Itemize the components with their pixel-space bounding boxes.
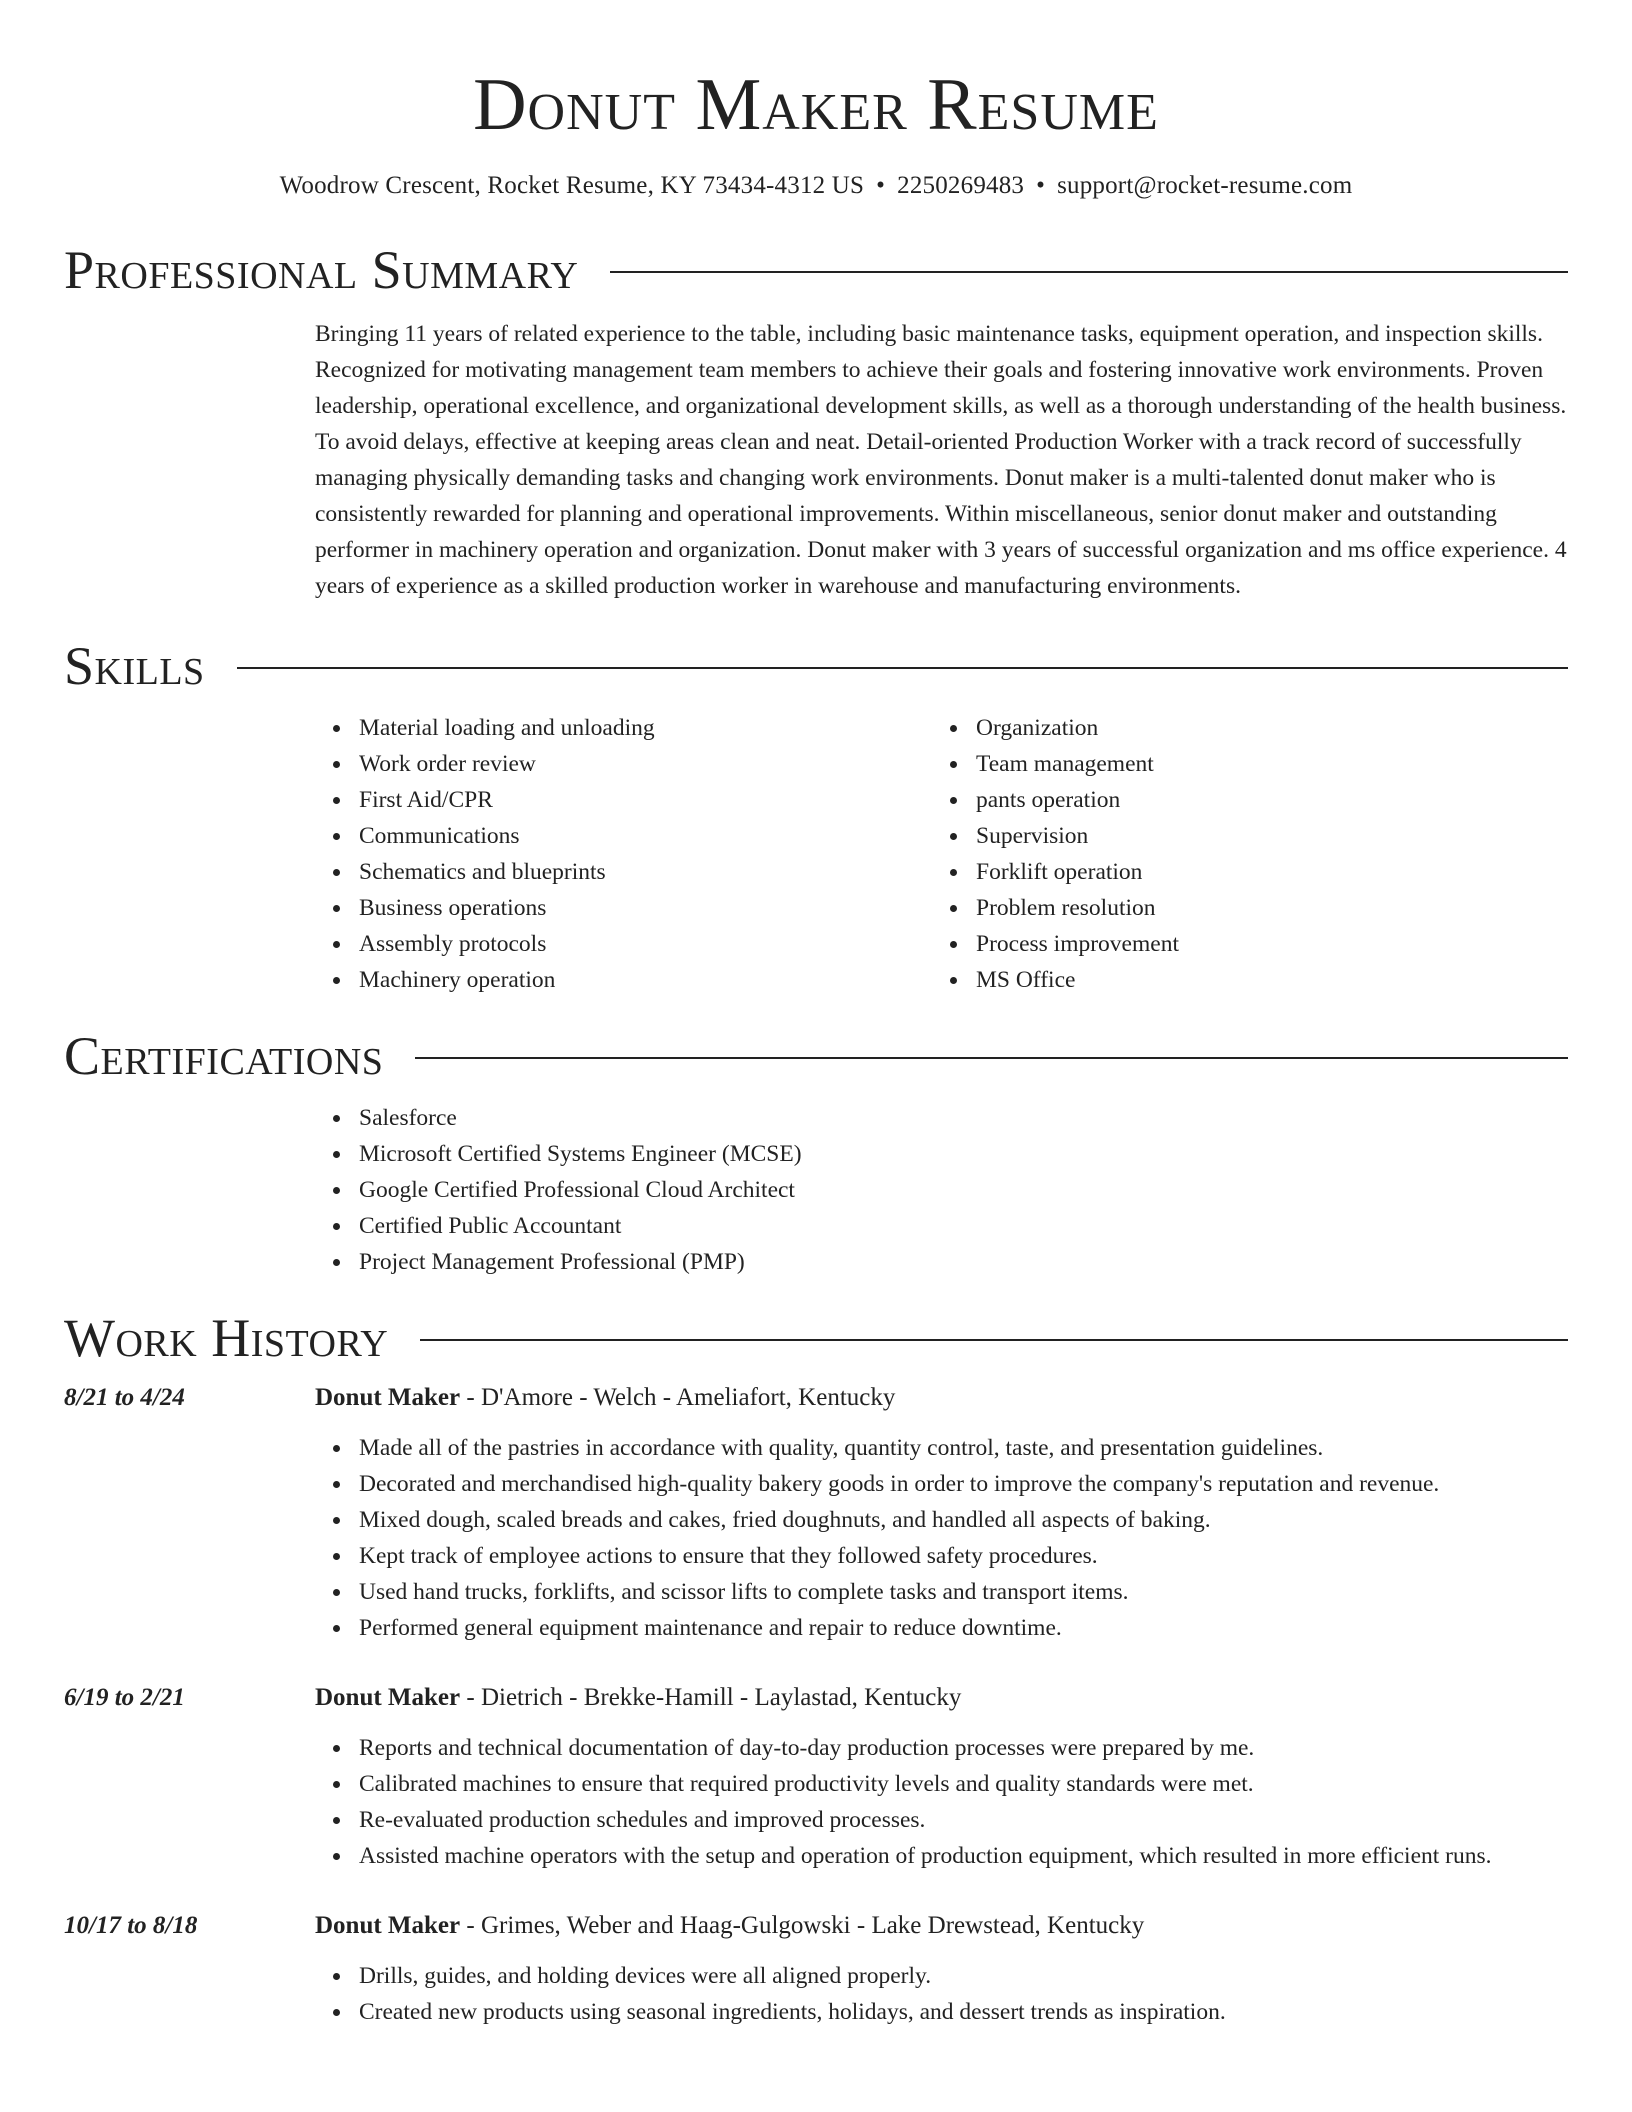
job-entry (64, 1908, 1568, 2030)
job-duties (315, 1958, 1568, 2030)
job-dates: 6/19 to 2/21 (64, 1684, 185, 1711)
job-employer: - D'Amore - Welch - Ameliafort, Kentucky (460, 1384, 896, 1411)
contact-phone: 2250269483 (897, 172, 1025, 199)
job-position (315, 1908, 1144, 1944)
job-duty: Used hand trucks, forklifts, and scissor lifts to complete tasks and transport items. (359, 1574, 1568, 1610)
job-duty: Reports and technical documentation of day-to-day production processes were prepared by me. (359, 1730, 1568, 1766)
job-header (64, 1380, 1568, 1416)
certification-item: Google Certified Professional Cloud Architect (359, 1172, 1568, 1208)
skills-list-left (315, 710, 932, 998)
skill-item: Organization (976, 710, 1549, 746)
skill-item: Forklift operation (976, 854, 1549, 890)
resume-title: Donut Maker Resume (473, 64, 1159, 146)
job-duties (315, 1430, 1568, 1646)
skill-item: Work order review (359, 746, 932, 782)
section-divider (420, 1339, 1568, 1341)
skill-item: pants operation (976, 782, 1549, 818)
skill-item: Material loading and unloading (359, 710, 932, 746)
contact-separator: • (876, 172, 886, 199)
certifications-heading (64, 1024, 1568, 1088)
skill-item: Process improvement (976, 926, 1549, 962)
job-duty: Mixed dough, scaled breads and cakes, fried doughnuts, and handled all aspects of baking. (359, 1502, 1568, 1538)
skill-item: Assembly protocols (359, 926, 932, 962)
skill-item: Communications (359, 818, 932, 854)
job-header (64, 1680, 1568, 1716)
job-header (64, 1908, 1568, 1944)
certifications-section (64, 1024, 1568, 1280)
job-duty: Kept track of employee actions to ensure that they followed safety procedures. (359, 1538, 1568, 1574)
job-duty: Made all of the pastries in accordance with quality, quantity control, taste, and presentation guidelines. (359, 1430, 1568, 1466)
job-dates: 10/17 to 8/18 (64, 1912, 198, 1939)
job-position (315, 1680, 961, 1716)
skill-item: MS Office (976, 962, 1549, 998)
job-duty: Re-evaluated production schedules and improved processes. (359, 1802, 1568, 1838)
contact-line (64, 170, 1568, 202)
certification-item: Salesforce (359, 1100, 1568, 1136)
summary-title: Professional Summary (64, 240, 579, 300)
job-dates: 8/21 to 4/24 (64, 1384, 185, 1411)
skills-list-right (932, 710, 1549, 998)
skill-item: Schematics and blueprints (359, 854, 932, 890)
job-title: Donut Maker (315, 1384, 461, 1411)
work-history-section (64, 1306, 1568, 2030)
skills-section (64, 634, 1568, 998)
job-entry (64, 1680, 1568, 1874)
skill-item: Supervision (976, 818, 1549, 854)
skills-heading (64, 634, 1568, 698)
contact-email: support@rocket-resume.com (1057, 172, 1353, 199)
job-employer: - Grimes, Weber and Haag-Gulgowski - Lake Drewstead, Kentucky (460, 1912, 1145, 1939)
job-duty: Performed general equipment maintenance and repair to reduce downtime. (359, 1610, 1568, 1646)
summary-section (64, 238, 1568, 604)
section-divider (415, 1057, 1568, 1059)
contact-separator: • (1036, 172, 1046, 199)
summary-text: Bringing 11 years of related experience to the table, including basic maintenance tasks, equipment operation, and inspection skills. Recognized for motivating management team members to achieve their goals and fostering innovative work environments. Proven leadership, operational excellence, and organizational development skills, as well as a thorough understanding of the health business. To avoid delays, effective at keeping areas clean and neat. Detail-oriented Production Worker with a track record of successfully managing physically demanding tasks and changing work environments. Donut maker is a multi-talented donut maker who is consistently rewarded for planning and operational improvements. Within miscellaneous, senior donut maker and outstanding performer in machinery operation and organization. Donut maker with 3 years of successful organization and ms office experience. 4 years of experience as a skilled production worker in warehouse and manufacturing environments. (315, 321, 1567, 599)
certifications-items (315, 1100, 1568, 1280)
section-divider (237, 667, 1568, 669)
skills-title: Skills (64, 636, 205, 696)
skill-item: Machinery operation (359, 962, 932, 998)
job-duty: Created new products using seasonal ingredients, holidays, and dessert trends as inspiration. (359, 1994, 1568, 2030)
job-duty-list (315, 1430, 1568, 1646)
job-duty: Decorated and merchandised high-quality bakery goods in order to improve the company's reputation and revenue. (359, 1466, 1568, 1502)
section-divider (610, 271, 1568, 273)
job-employer: - Dietrich - Brekke-Hamill - Laylastad, Kentucky (460, 1684, 962, 1711)
job-duties (315, 1730, 1568, 1874)
summary-heading (64, 238, 1568, 302)
skill-item: First Aid/CPR (359, 782, 932, 818)
contact-address: Woodrow Crescent, Rocket Resume, KY 73434-4312 US (279, 172, 865, 199)
skill-item: Team management (976, 746, 1549, 782)
certification-item: Project Management Professional (PMP) (359, 1244, 1568, 1280)
resume-page (64, 0, 1568, 2030)
certifications-list (315, 1100, 1568, 1280)
job-duty: Assisted machine operators with the setup and operation of production equipment, which resulted in more efficient runs. (359, 1838, 1568, 1874)
certification-item: Microsoft Certified Systems Engineer (MCSE) (359, 1136, 1568, 1172)
work-history-heading (64, 1306, 1568, 1370)
job-duty-list (315, 1730, 1568, 1874)
skills-grid (315, 710, 1568, 998)
job-position (315, 1380, 895, 1416)
job-title: Donut Maker (315, 1912, 461, 1939)
skill-item: Problem resolution (976, 890, 1549, 926)
job-duty-list (315, 1958, 1568, 2030)
job-title: Donut Maker (315, 1684, 461, 1711)
job-duty: Calibrated machines to ensure that required productivity levels and quality standards were met. (359, 1766, 1568, 1802)
job-duty: Drills, guides, and holding devices were all aligned properly. (359, 1958, 1568, 1994)
job-entry (64, 1380, 1568, 1646)
skill-item: Business operations (359, 890, 932, 926)
work-history-title: Work History (64, 1308, 389, 1368)
certification-item: Certified Public Accountant (359, 1208, 1568, 1244)
certifications-title: Certifications (64, 1026, 384, 1086)
